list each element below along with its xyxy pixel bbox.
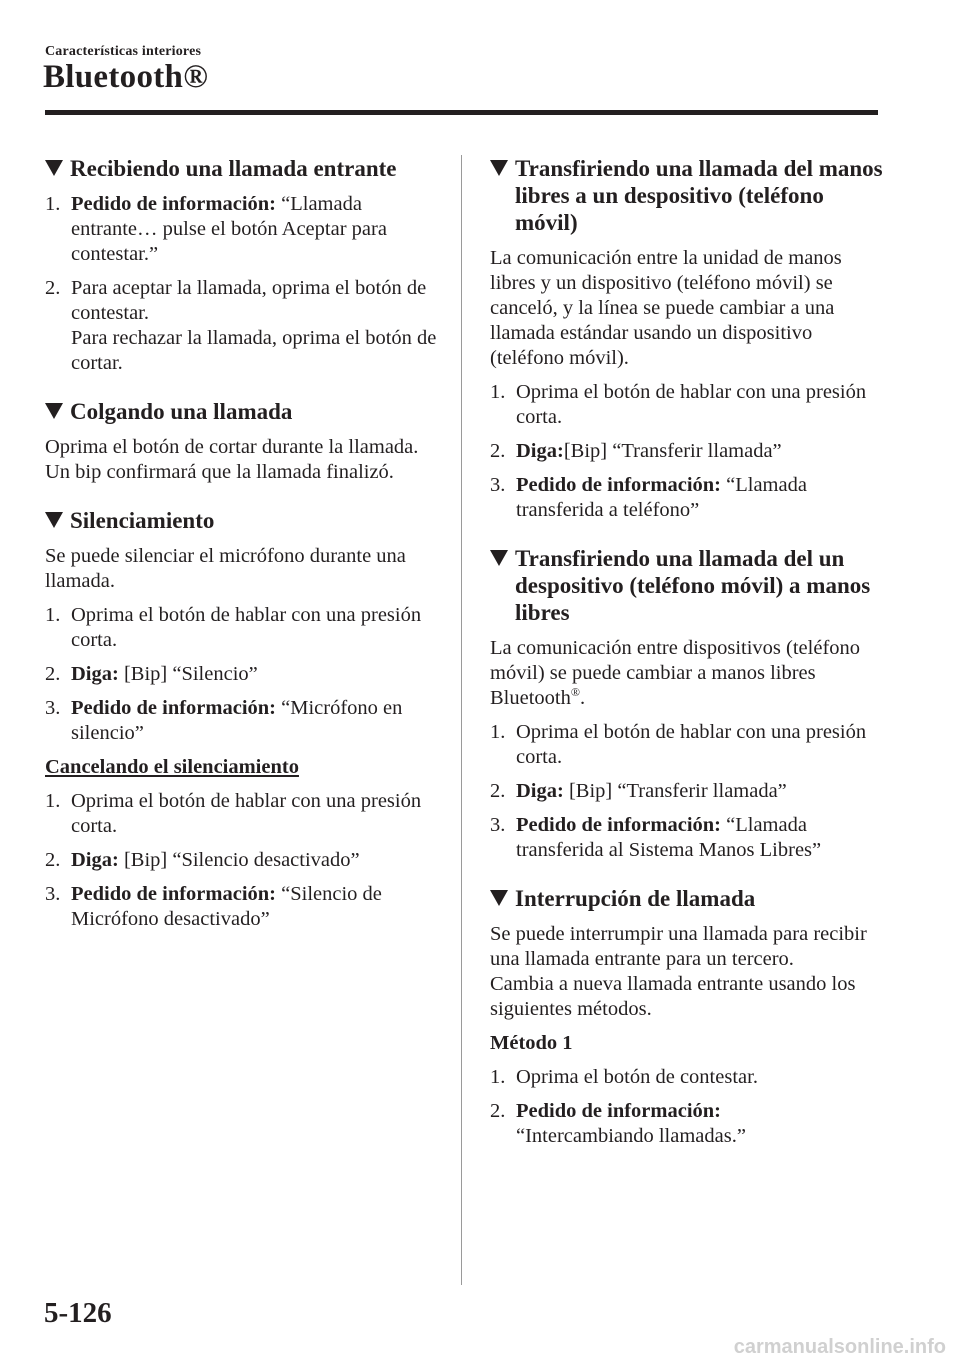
paragraph: La comunicación entre la unidad de manos libres y un dispositivo (teléfono móvil) se canceló, y la línea se puede cambiar a una llamada estándar usando un dispositivo (teléfono móvil). [490,247,842,369]
item-text: “Llamada transferida al Sistema Manos Libres” [516,814,822,861]
item-text: [Bip] “Silencio desactivado” [118,849,360,871]
method-heading: Método 1 [490,1032,573,1054]
list-item [45,696,440,746]
header-divider [45,110,878,115]
list-item [45,192,440,267]
list-item [490,439,885,464]
subsection-heading: Cancelando el silenciamiento [45,756,299,778]
list-item [45,882,440,932]
item-text: “Silencio de Micrófono desactivado” [71,883,382,930]
item-text: Oprima el botón de contestar. [516,1066,758,1088]
item-number: 1. [45,604,61,626]
triangle-bullet-icon [490,160,508,176]
chapter-title: Características interiores [45,44,202,59]
item-text: Oprima el botón de hablar con una presión corta. [516,721,867,768]
item-number: 1. [490,1066,506,1088]
triangle-bullet-icon [45,403,63,419]
section-call-interruption [490,885,885,1149]
item-bold: Pedido de información: [71,697,276,719]
section-heading-text: Transfiriendo una llamada del un despositivo (teléfono móvil) a manos libres [515,546,871,625]
item-number: 1. [45,790,61,812]
paragraph-text-second: Cambia a nueva llamada entrante usando los siguientes métodos. [490,973,856,1020]
list-item [490,1099,885,1149]
left-column [45,155,440,954]
item-text: [Bip] “Transferir llamada” [563,440,782,462]
item-number: 2. [490,440,506,462]
section-receiving-call [45,155,440,376]
page-title: Bluetooth® [43,59,209,95]
watermark: carmanualsonline.info [733,1336,946,1358]
list-item [490,720,885,770]
section-heading [490,885,885,912]
item-text: [Bip] “Silencio” [118,663,258,685]
column-divider [461,155,462,1285]
item-bold: Diga: [516,780,564,802]
item-text: “Micrófono en silencio” [71,697,403,744]
item-bold: Diga: [71,849,119,871]
section-heading-text: Silenciamiento [70,508,215,533]
section-heading [490,155,885,236]
paragraph-text: Se puede interrumpir una llamada para recibir una llamada entrante para un tercero. [490,923,867,970]
item-text: Para aceptar la llamada, oprima el botón de contestar. [71,277,427,324]
item-number: 2. [490,1100,506,1122]
section-hanging-up [45,398,440,485]
item-text-second: Para rechazar la llamada, oprima el botón de cortar. [71,327,437,374]
item-text: “Intercambiando llamadas.” [516,1125,746,1147]
list-item [45,603,440,653]
item-bold: Pedido de información: [516,474,721,496]
section-heading [45,398,440,425]
section-heading [45,155,440,182]
section-heading [490,545,885,626]
paragraph: Oprima el botón de cortar durante la llamada. Un bip confirmará que la llamada finalizó. [45,436,419,483]
list-item [45,789,440,839]
item-bold: Diga: [516,440,564,462]
item-text: Oprima el botón de hablar con una presión corta. [71,604,422,651]
section-heading-text: Recibiendo una llamada entrante [70,156,397,181]
section-transfer-to-phone [490,155,885,523]
paragraph [490,922,885,1022]
item-number: 3. [45,883,61,905]
paragraph-end: . [579,687,586,709]
paragraph-text: La comunicación entre dispositivos (teléfono móvil) se puede cambiar a manos libres Bluetooth [490,637,861,709]
list-item [490,813,885,863]
item-bold: Pedido de información: [71,193,276,215]
item-number: 2. [490,780,506,802]
list-item [490,380,885,430]
list-item [490,473,885,523]
list-item [45,276,440,376]
item-text: [Bip] “Transferir llamada” [563,780,787,802]
right-column [490,155,885,1171]
paragraph: Se puede silenciar el micrófono durante una llamada. [45,545,406,592]
item-bold: Diga: [71,663,119,685]
section-heading-text: Colgando una llamada [70,399,293,424]
item-number: 1. [490,721,506,743]
list-item [490,779,885,804]
item-number: 2. [45,849,61,871]
list-item [490,1065,885,1090]
item-text: Oprima el botón de hablar con una presión corta. [71,790,422,837]
paragraph [490,636,885,711]
list-item [45,662,440,687]
item-text: Oprima el botón de hablar con una presión corta. [516,381,867,428]
triangle-bullet-icon [490,550,508,566]
item-bold: Pedido de información: [516,1100,721,1122]
item-text: “Llamada entrante… pulse el botón Aceptar para contestar.” [71,193,387,265]
item-number: 3. [490,474,506,496]
section-heading [45,507,440,534]
item-number: 1. [490,381,506,403]
item-bold: Pedido de información: [516,814,721,836]
item-number: 3. [490,814,506,836]
item-number: 2. [45,663,61,685]
list-item [45,848,440,873]
section-mute [45,507,440,932]
section-heading-text: Transfiriendo una llamada del manos libres a un despositivo (teléfono móvil) [515,156,883,235]
triangle-bullet-icon [490,890,508,906]
item-number: 1. [45,193,61,215]
item-bold: Pedido de información: [71,883,276,905]
item-number: 3. [45,697,61,719]
triangle-bullet-icon [45,512,63,528]
triangle-bullet-icon [45,160,63,176]
section-heading-text: Interrupción de llamada [515,886,756,911]
page-number: 5-126 [44,1297,112,1329]
section-transfer-to-handsfree [490,545,885,863]
item-text: “Llamada transferida a teléfono” [516,474,807,521]
item-number: 2. [45,277,61,299]
registered-mark: ® [570,685,580,700]
